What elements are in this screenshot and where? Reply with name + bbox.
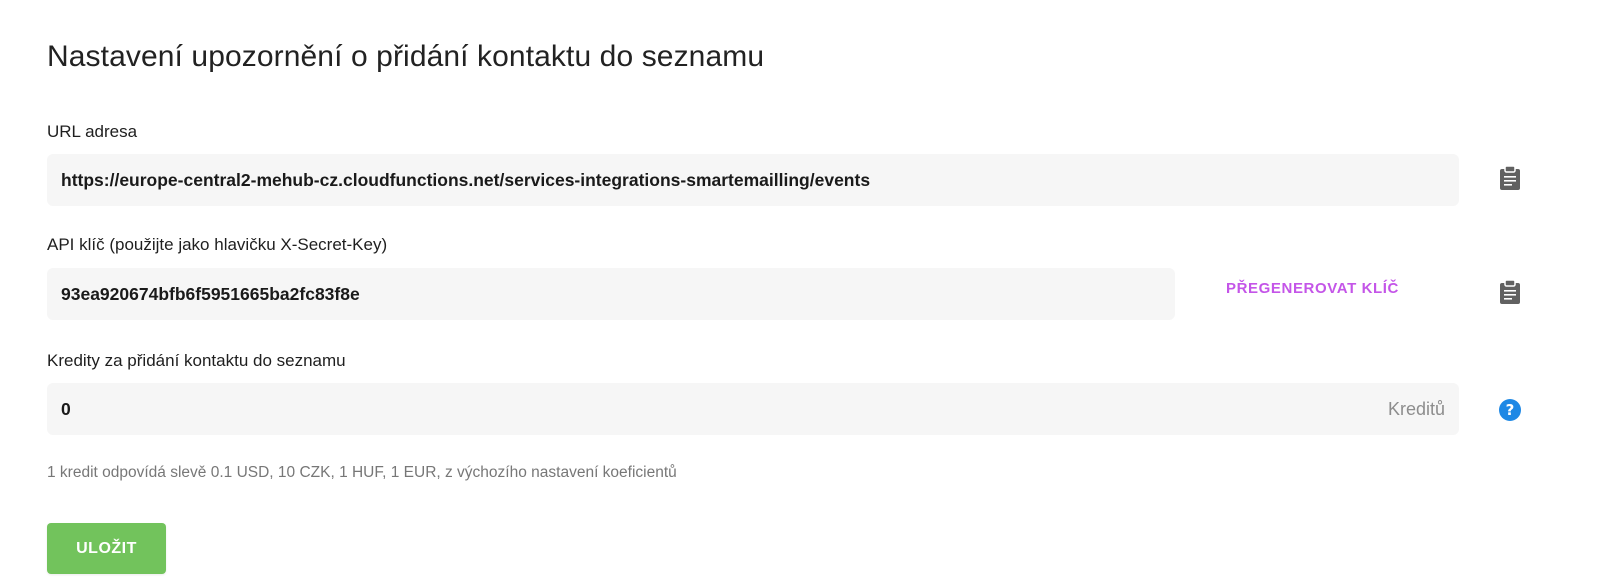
svg-text:?: ? xyxy=(1505,400,1515,419)
credits-label: Kredity za přidání kontaktu do seznamu xyxy=(47,351,346,370)
credits-field[interactable] xyxy=(47,383,1459,435)
credits-help-button[interactable] xyxy=(1496,398,1524,426)
save-button[interactable]: ULOŽIT xyxy=(47,523,166,574)
copy-api-key-button[interactable] xyxy=(1496,280,1524,308)
api-key-value[interactable]: 93ea920674bfb6f5951665ba2fc83f8e xyxy=(61,283,360,304)
url-field[interactable] xyxy=(47,154,1459,206)
credits-suffix: Kreditů xyxy=(1387,398,1445,419)
credits-value[interactable]: 0 xyxy=(61,398,71,419)
credits-hint: 1 kredit odpovídá slevě 0.1 USD, 10 CZK, 1 HUF, 1 EUR, z výchozího nastavení koeficientů xyxy=(47,464,677,481)
url-value[interactable]: https://europe-central2-mehub-cz.cloudfunctions.net/services-integrations-smartemailling/events xyxy=(61,169,871,190)
question-circle-icon xyxy=(1498,398,1522,427)
copy-url-button[interactable] xyxy=(1496,166,1524,194)
clipboard-icon xyxy=(1499,279,1521,310)
clipboard-icon xyxy=(1499,165,1521,196)
page-title: Nastavení upozornění o přidání kontaktu do seznamu xyxy=(47,40,765,73)
regenerate-key-button[interactable]: PŘEGENEROVAT KLÍČ xyxy=(1226,280,1399,297)
api-key-label: API klíč (použijte jako hlavičku X-Secret-Key) xyxy=(47,235,388,254)
url-label: URL adresa xyxy=(47,122,138,141)
api-key-field[interactable] xyxy=(47,268,1175,320)
